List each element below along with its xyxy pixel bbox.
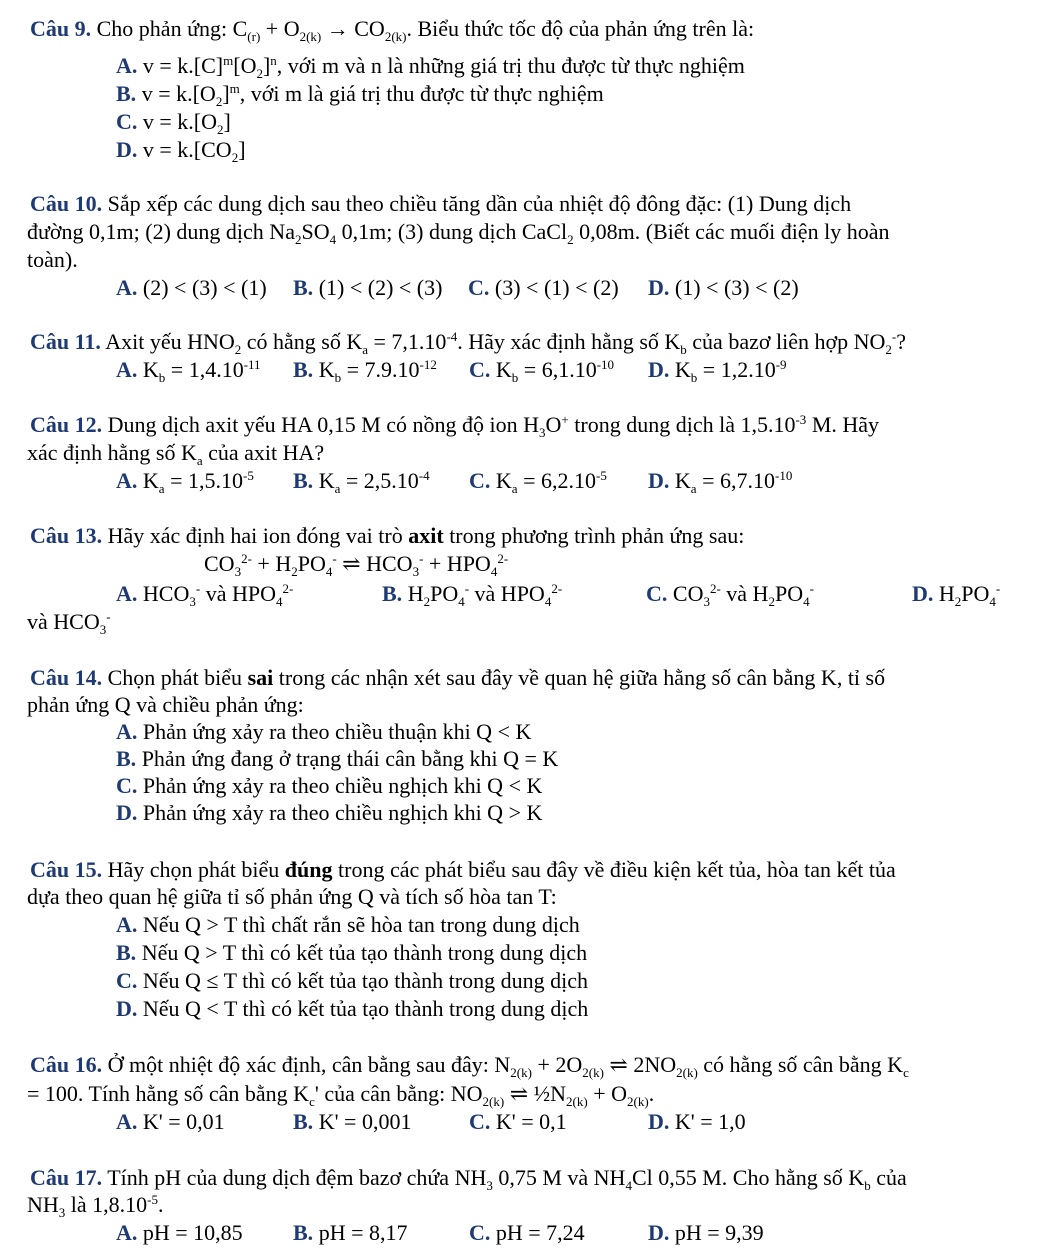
- question-17-line-2: $NH_3$ là $1,8.10^{-5}$.: [27, 1192, 164, 1220]
- option-c: C. Nếu Q ≤ T thì có kết tủa tạo thành trong dung dịch: [116, 968, 588, 993]
- option-b: B. K' = 0,001: [293, 1109, 412, 1134]
- option-b: B. Phản ứng đang ở trạng thái cân bằng khi Q = K: [116, 746, 559, 771]
- option-d: D. pH = 9,39: [648, 1220, 764, 1245]
- option-c: C. pH = 7,24: [469, 1220, 585, 1245]
- question-label: Câu 10.: [30, 191, 103, 216]
- option-b: B. pH = 8,17: [293, 1220, 408, 1245]
- option-c: C. $CO_3^{2-}$ và $H_2PO_4^-$: [646, 581, 814, 609]
- reaction-equation: $CO_3^{2-} + H_2PO_4^-$ ⇌ $HCO_3^- + HPO_4^{2-}$: [204, 551, 509, 579]
- question-16-line-2: = 100. Tính hằng số cân bằng $K_c'$ của cân bằng: $NO_{2(k)}$ ⇌ $\frac{1}{2}N_{2(k)} + O_{2(k)}$.: [27, 1081, 655, 1109]
- question-label: Câu 9.: [30, 16, 92, 41]
- option-a: A. (2) < (3) < (1): [116, 275, 267, 300]
- question-12-line-2: xác định hằng số $K_a$ của axit HA?: [27, 440, 325, 468]
- option-a: A. K' = 0,01: [116, 1109, 225, 1134]
- option-d: D. K' = 1,0: [648, 1109, 746, 1134]
- option-label: A.: [116, 53, 138, 78]
- option-c: C. K' = 0,1: [469, 1109, 567, 1134]
- option-a: A. $K_a = 1,5.10^{-5}$: [116, 468, 254, 496]
- option-d: D. $v = k.[CO_2]$: [116, 137, 246, 165]
- option-label: B.: [116, 81, 137, 106]
- option-label: C.: [116, 109, 138, 134]
- option-d: D. (1) < (3) < (2): [648, 275, 799, 300]
- question-10-line-2: đường 0,1m; (2) dung dịch $Na_2SO_4$ 0,1m; (3) dung dịch CaCl$_2$ 0,08m. (Biết các muối điện ly hoàn: [27, 219, 890, 247]
- option-c: C. $K_b = 6,1.10^{-10}$: [469, 357, 615, 385]
- option-d: D. $K_a = 6,7.10^{-10}$: [648, 468, 793, 496]
- question-15-stem: Câu 15. Hãy chọn phát biểu đúng trong các phát biểu sau đây về điều kiện kết tủa, hòa tan kết tủa: [30, 857, 896, 882]
- option-a: A. Phản ứng xảy ra theo chiều thuận khi Q < K: [116, 719, 532, 744]
- option-b: B. $K_a = 2,5.10^{-4}$: [293, 468, 430, 496]
- option-b: B. $K_b = 7.9.10^{-12}$: [293, 357, 437, 385]
- option-a: A. Nếu Q > T thì chất rắn sẽ hòa tan trong dung dịch: [116, 912, 580, 937]
- option-d: D. Phản ứng xảy ra theo chiều nghịch khi Q > K: [116, 800, 543, 825]
- option-c: C. Phản ứng xảy ra theo chiều nghịch khi Q < K: [116, 773, 543, 798]
- question-10-stem: Câu 10. Sắp xếp các dung dịch sau theo chiều tăng dần của nhiệt độ đông đặc: (1) Dung dịch: [30, 191, 852, 216]
- question-16-stem: Câu 16. Ở một nhiệt độ xác định, cân bằng sau đây: $N_{2(k)} + 2O_{2(k)}$ ⇌ $2NO_{2(k)}$ có hằng số cân bằng $K_c$: [30, 1052, 909, 1080]
- question-15-line-2: dựa theo quan hệ giữa tỉ số phản ứng Q và tích số hòa tan T:: [27, 884, 557, 909]
- question-13-stem: Câu 13. Hãy xác định hai ion đóng vai trò axit trong phương trình phản ứng sau:: [30, 523, 745, 548]
- question-12-stem: Câu 12. Dung dịch axit yếu HA 0,15 M có nồng độ ion $H_3O^+$ trong dung dịch là $1,5.10^{-3}$ M. Hãy: [30, 412, 880, 440]
- question-11-stem: Câu 11. Axit yếu $HNO_2$ có hằng số $K_a = 7,1.10^{-4}$. Hãy xác định hằng số $K_b$ của bazơ liên hợp $NO_2^-$?: [30, 329, 906, 357]
- option-b: B. $v = k.[O_2]^m$, với m là giá trị thu được từ thực nghiệm: [116, 81, 604, 109]
- option-d: D. $K_b = 1,2.10^{-9}$: [648, 357, 787, 385]
- question-14-stem: Câu 14. Chọn phát biểu sai trong các nhận xét sau đây về quan hệ giữa hằng số cân bằng K, tỉ số: [30, 665, 886, 690]
- option-d-continued: và $HCO_3^-$: [27, 609, 111, 637]
- question-10-line-3: toàn).: [27, 247, 78, 272]
- question-14-line-2: phản ứng Q và chiều phản ứng:: [27, 692, 304, 717]
- option-a: A. pH = 10,85: [116, 1220, 243, 1245]
- option-c: C. $K_a = 6,2.10^{-5}$: [469, 468, 607, 496]
- option-c: C. (3) < (1) < (2): [468, 275, 619, 300]
- option-label: D.: [116, 137, 138, 162]
- option-a: A. $HCO_3^-$ và $HPO_4^{2-}$: [116, 581, 294, 609]
- option-b: B. $H_2PO_4^-$ và $HPO_4^{2-}$: [382, 581, 563, 609]
- question-17-stem: Câu 17. Tính pH của dung dịch đệm bazơ chứa $NH_3$ 0,75 M và $NH_4Cl$ 0,55 M. Cho hằng số $K_b$ của: [30, 1165, 907, 1193]
- option-a: A. $K_b = 1,4.10^{-11}$: [116, 357, 261, 385]
- option-b: B. (1) < (2) < (3): [293, 275, 443, 300]
- option-b: B. Nếu Q > T thì có kết tủa tạo thành trong dung dịch: [116, 940, 588, 965]
- option-c: C. $v = k.[O_2]$: [116, 109, 231, 137]
- option-d: D. Nếu Q < T thì có kết tủa tạo thành trong dung dịch: [116, 996, 589, 1021]
- option-d: D. $H_2PO_4^-$: [912, 581, 1001, 609]
- question-9-stem: Câu 9. Cho phản ứng: $C_{(r)} + O_{2(k)} \to CO_{2(k)}$. Biểu thức tốc độ của phản ứng trên là:: [30, 16, 755, 44]
- option-a: A. $v = k.[C]^m[O_2]^n$, với m và n là những giá trị thu được từ thực nghiệm: [116, 53, 745, 81]
